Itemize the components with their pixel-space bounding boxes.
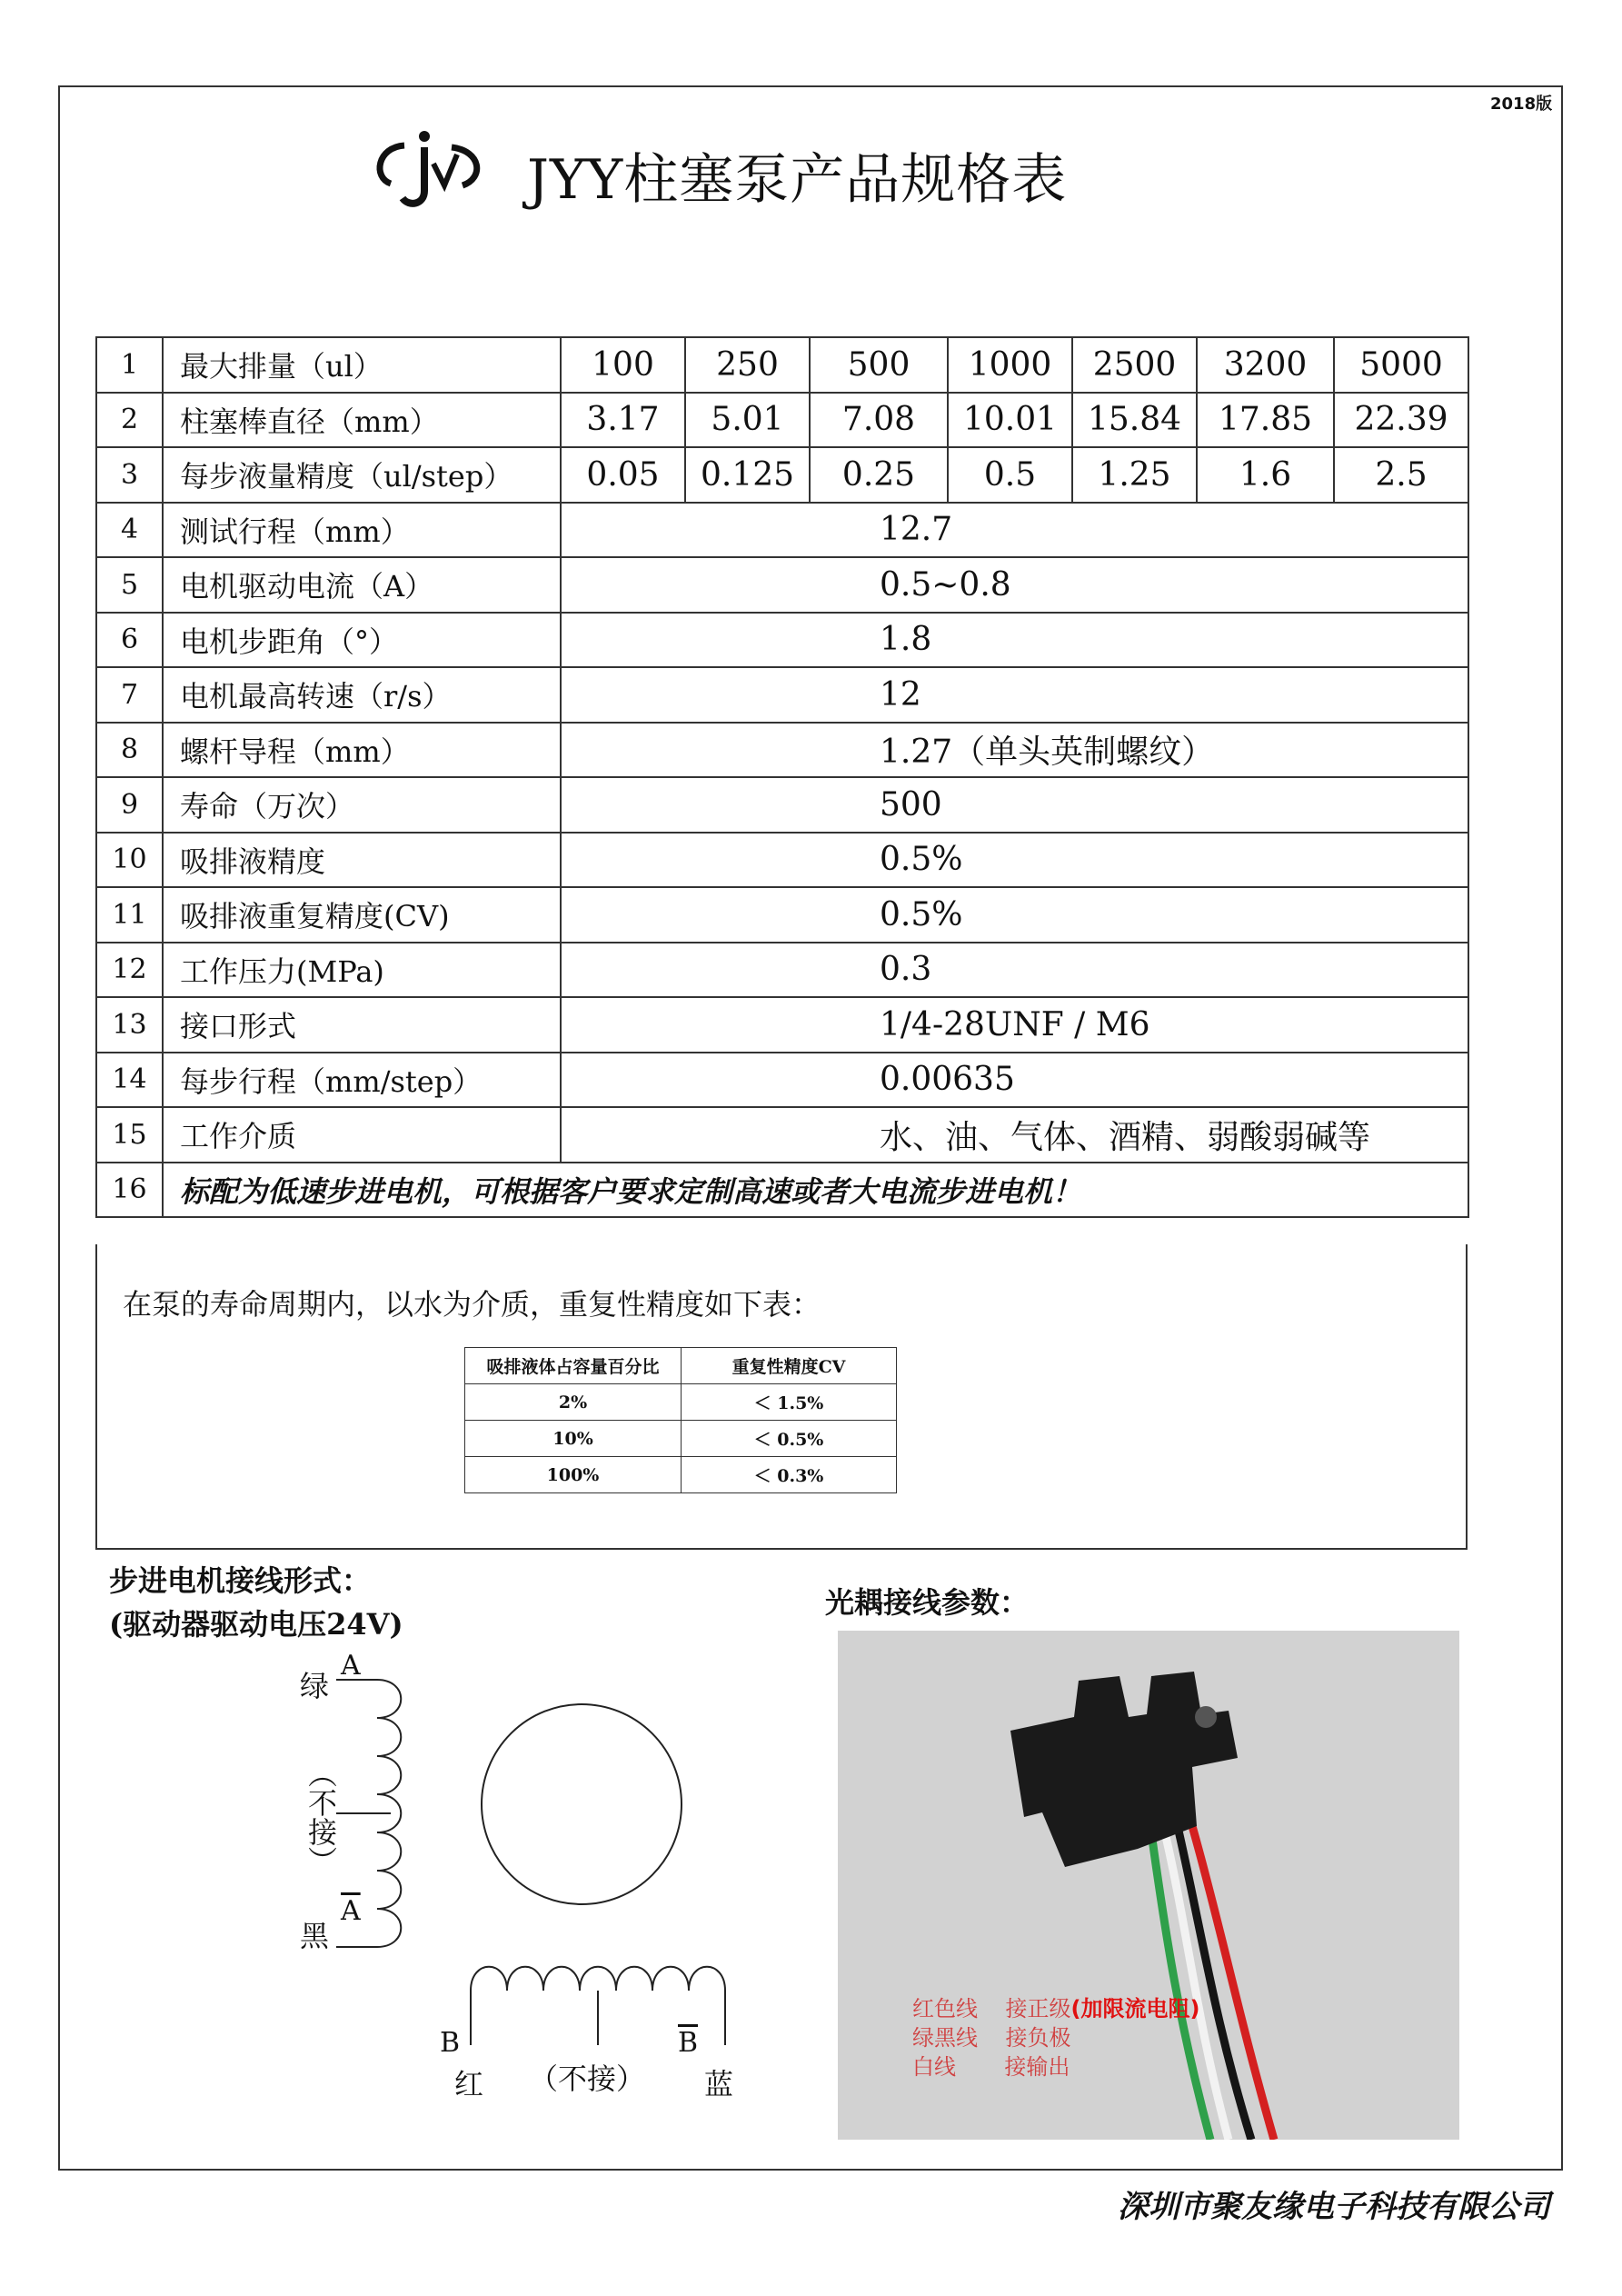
spec-row [96,393,1468,448]
percent-cell: 100% [465,1457,682,1493]
param-value: 0.125 [685,447,810,503]
row-number: 5 [96,557,163,613]
spec-row [96,997,1468,1053]
spec-row [96,557,1468,613]
legend-wire: 绿黑线 [912,2025,978,2051]
param-value: 500 [561,777,1468,833]
legend-wire: 白线 [912,2054,956,2080]
param-value: 水、油、气体、酒精、弱酸弱碱等 [561,1107,1468,1163]
spec-row [96,833,1468,888]
repeatability-intro: 在泵的寿命周期内，以水为介质，重复性精度如下表： [123,1287,821,1322]
spec-row [96,447,1468,503]
row-number: 13 [96,997,163,1053]
wiring-title-line: 步进电机接线形式： [109,1563,372,1598]
row-number: 12 [96,943,163,998]
param-value: 1.8 [561,613,1468,668]
param-name: 螺杆导程（mm） [163,723,561,778]
row-number: 4 [96,503,163,558]
wiring-title [109,1559,403,1646]
param-name: 每步液量精度（ul/step） [163,447,561,503]
param-value: 250 [685,337,810,393]
company-name: 深圳市聚友缘电子科技有限公司 [1118,2189,1550,2225]
optocoupler-title: 光耦接线参数： [825,1585,1030,1620]
param-value: 1.27（单头英制螺纹） [561,723,1468,778]
param-name: 工作介质 [163,1107,561,1163]
legend-connection: 接负极 [1005,2025,1071,2051]
row-number: 6 [96,613,163,668]
param-value: 15.84 [1072,393,1197,448]
blue-wire-label: 蓝 [704,2067,734,2101]
percent-cell: 10% [465,1421,682,1457]
table-header-row [465,1348,897,1384]
param-value: 10.01 [948,393,1072,448]
row-number: 3 [96,447,163,503]
param-value: 3.17 [561,393,685,448]
spec-row [96,777,1468,833]
legend-wire: 红色线 [912,1996,978,2021]
phase-a-bar-label: $\overline{A}$ [341,1895,361,1927]
row-number: 8 [96,723,163,778]
mounting-hole [1195,1706,1217,1728]
param-value: 0.5% [561,833,1468,888]
phase-b-not-connected: （不接） [529,2061,646,2096]
param-value: 0.3 [561,943,1468,998]
param-value: 12.7 [561,503,1468,558]
param-value: 1.25 [1072,447,1197,503]
spec-table [95,336,1469,1218]
legend-row [912,1994,1199,2023]
param-value: 500 [810,337,948,393]
param-name: 电机最高转速（r/s） [163,667,561,723]
column-header: 吸排液体占容量百分比 [465,1348,682,1384]
param-value: 2500 [1072,337,1197,393]
table-row [465,1384,897,1421]
spec-row [96,887,1468,943]
param-value: 0.05 [561,447,685,503]
param-value: 5000 [1334,337,1468,393]
param-value: 7.08 [810,393,948,448]
spec-row [96,723,1468,778]
table-row [465,1421,897,1457]
customization-note: 标配为低速步进电机，可根据客户要求定制高速或者大电流步进电机！ [163,1163,1468,1218]
param-value: 0.5~0.8 [561,557,1468,613]
column-header: 重复性精度CV [682,1348,897,1384]
phase-a-label: A [341,1650,361,1682]
phase-b-coil [471,1967,725,1991]
row-number: 14 [96,1053,163,1108]
wiring-title-line: (驱动器驱动电压24V) [109,1607,403,1642]
company-logo [368,127,486,209]
document-title: JYY柱塞泵产品规格表 [527,148,1068,212]
param-name: 吸排液重复精度(CV) [163,887,561,943]
param-value: 0.00635 [561,1053,1468,1108]
optocoupler-photo [838,1631,1459,2140]
spec-row [96,1107,1468,1163]
param-name: 电机步距角（°） [163,613,561,668]
phase-a-not-connected: （不接） [304,1759,338,1875]
param-name: 电机驱动电流（A） [163,557,561,613]
legend-resistor-note: (加限流电阻) [1070,1996,1200,2021]
red-wire-label: 红 [454,2067,484,2101]
param-value: 12 [561,667,1468,723]
spec-row [96,667,1468,723]
cv-cell: ＜ 1.5% [682,1384,897,1421]
param-name: 吸排液精度 [163,833,561,888]
param-name: 每步行程（mm/step） [163,1053,561,1108]
spec-row [96,1163,1468,1218]
row-number: 1 [96,337,163,393]
param-name: 寿命（万次） [163,777,561,833]
spec-row [96,943,1468,998]
black-wire-label: 黑 [300,1919,330,1953]
phase-b-label: B [440,2027,461,2059]
row-number: 16 [96,1163,163,1218]
param-value: 1000 [948,337,1072,393]
row-number: 11 [96,887,163,943]
optocoupler-legend [912,1994,1199,2081]
row-number: 10 [96,833,163,888]
param-value: 1.6 [1197,447,1334,503]
percent-cell: 2% [465,1384,682,1421]
param-name: 接口形式 [163,997,561,1053]
param-name: 最大排量（ul） [163,337,561,393]
param-value: 17.85 [1197,393,1334,448]
param-value: 22.39 [1334,393,1468,448]
spec-row [96,613,1468,668]
param-value: 0.25 [810,447,948,503]
row-number: 9 [96,777,163,833]
param-value: 3200 [1197,337,1334,393]
cv-cell: ＜ 0.5% [682,1421,897,1457]
spec-row [96,1053,1468,1108]
param-value: 100 [561,337,685,393]
phase-b-bar-label: $\overline{B}$ [678,2027,699,2059]
param-value: 0.5% [561,887,1468,943]
legend-connection: 接输出 [1004,2054,1070,2080]
rotor-circle [482,1704,682,1904]
param-value: 5.01 [685,393,810,448]
legend-row [912,2023,1199,2052]
param-name: 工作压力(MPa) [163,943,561,998]
stepper-wiring-diagram [273,1645,781,2118]
legend-row [912,2052,1199,2081]
legend-connection: 接正级 [1005,1996,1071,2021]
row-number: 2 [96,393,163,448]
param-value: 2.5 [1334,447,1468,503]
spec-row [96,337,1468,393]
spec-row [96,503,1468,558]
green-wire-label: 绿 [300,1669,330,1703]
param-name: 柱塞棒直径（mm） [163,393,561,448]
row-number: 15 [96,1107,163,1163]
param-value: 0.5 [948,447,1072,503]
cv-cell: ＜ 0.3% [682,1457,897,1493]
repeatability-table [464,1347,897,1493]
row-number: 7 [96,667,163,723]
param-name: 测试行程（mm） [163,503,561,558]
table-row [465,1457,897,1493]
edition-label: 2018版 [1490,95,1553,114]
param-value: 1/4-28UNF / M6 [561,997,1468,1053]
